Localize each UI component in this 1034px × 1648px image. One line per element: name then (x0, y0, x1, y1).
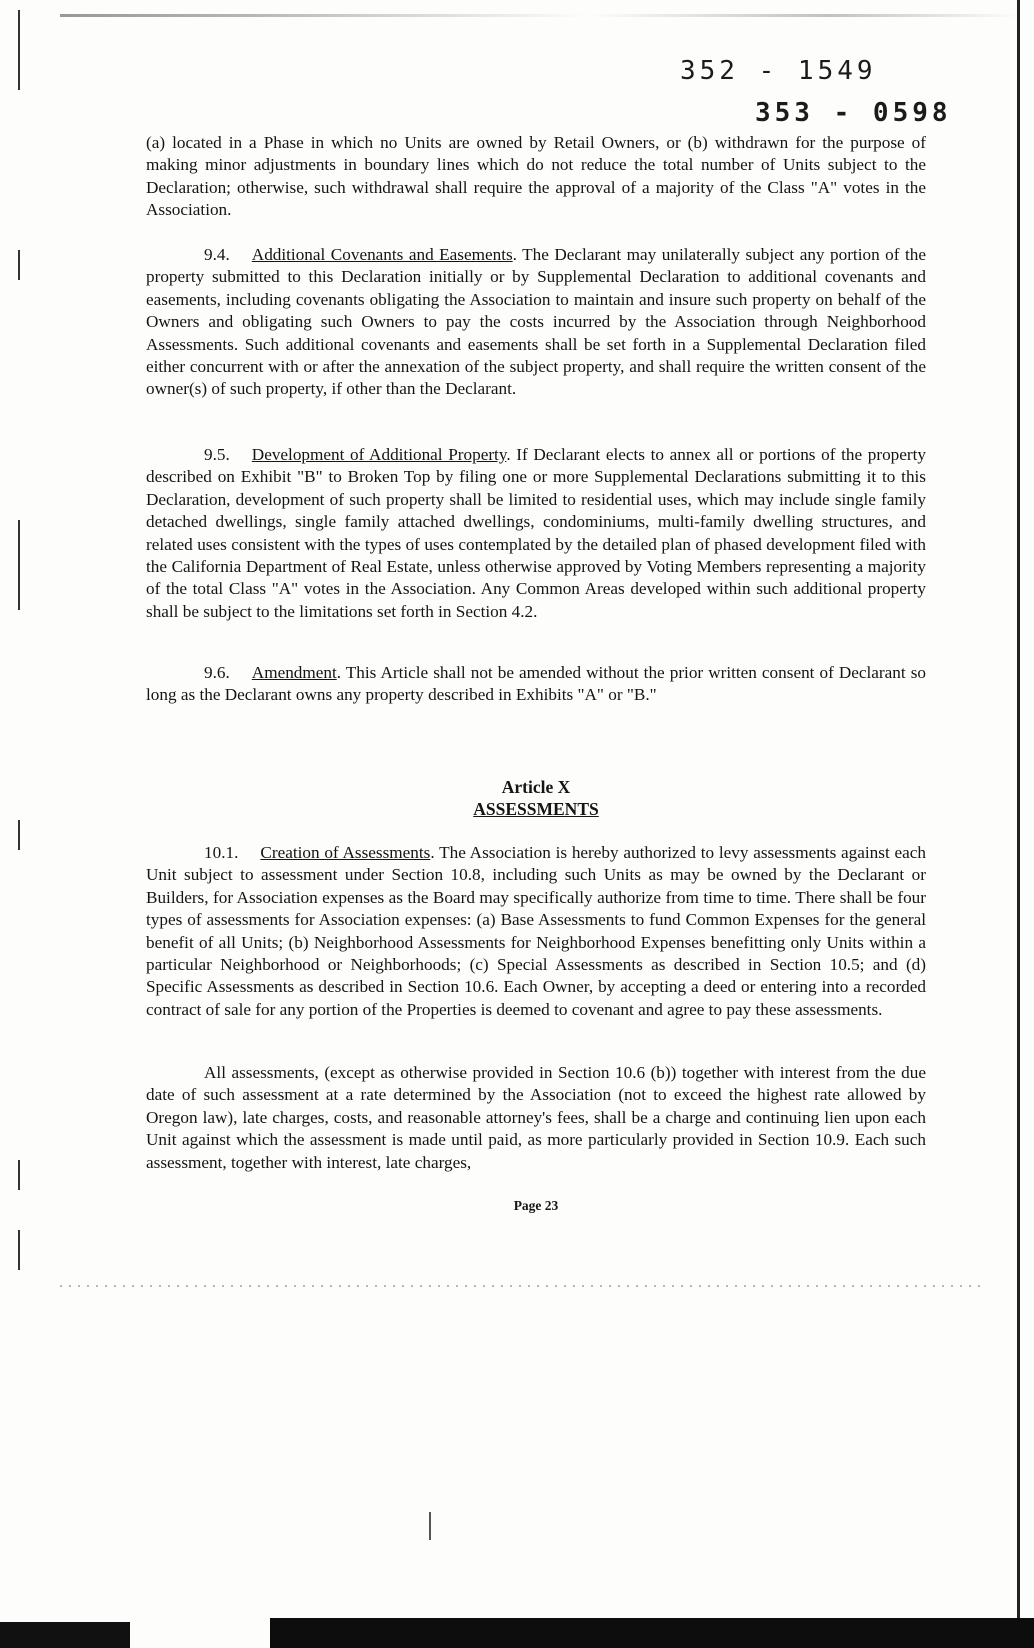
scan-top-edge (60, 14, 1020, 17)
scan-tick-mark (429, 1512, 431, 1540)
section-heading: Development of Additional Property (251, 445, 507, 464)
section-number: 9.5. (204, 445, 230, 464)
article-subtitle: ASSESSMENTS (473, 799, 599, 819)
section-text: . If Declarant elects to annex all or portions of the property described on Exhibit "B" to Broken Top by filing one or more Supplemental Declarations submitting it to this Declaration, development of such property shall be limited to residential uses, which may include single family detached dwellings, single family attached dwellings, condominiums, multi-family dwelling structures, and related uses consistent with the types of uses contemplated by the detailed plan of phased development filed with the California Department of Real Estate, unless otherwise approved by Voting Members representing a majority of the total Class "A" votes in the Association. Any Common Areas developed within such additional property shall be subject to the limitations set forth in Section 4.2. (146, 445, 926, 621)
section-text: . The Association is hereby authorized to levy assessments against each Unit subject to assessment under Section 10.8, including such Units as may be owned by the Declarant or Builders, for Association expenses as the Board may specifically authorize from time to time. There shall be four types of assessments for Association expenses: (a) Base Assessments to fund Common Expenses for the general benefit of all Units; (b) Neighborhood Assessments for Neighborhood Expenses benefitting only Units within a particular Neighborhood or Neighborhoods; (c) Special Assessments as described in Section 10.5; and (d) Specific Assessments as described in Section 10.6. Each Owner, by accepting a deed or entering into a recorded contract of sale for any portion of the Properties is deemed to covenant and agree to pay these assessments. (146, 843, 926, 1019)
section-9-6 (146, 662, 926, 707)
scan-dot-line (60, 1285, 980, 1287)
record-stamp-lower: 353 - 0598 (755, 98, 952, 128)
section-text: . The Declarant may unilaterally subject any portion of the property submitted to this Declaration initially or by Supplemental Declaration to additional covenants and easements, including covenants obligating the Association to maintain and insure such property on behalf of the Owners and obligating such Owners to pay the costs incurred by the Association through Neighborhood Assessments. Such additional covenants and easements shall be set forth in a Supplemental Declaration filed either concurrent with or after the annexation of the subject property, and shall require the written consent of the owner(s) of such property, if other than the Declarant. (146, 245, 926, 399)
section-9-5 (146, 444, 926, 623)
scan-bottom-left-edge (0, 1622, 130, 1648)
page-number: Page 23 (513, 1198, 559, 1213)
section-number: 9.6. (204, 663, 230, 682)
section-9-4 (146, 244, 926, 401)
section-heading: Amendment (251, 663, 337, 682)
record-stamp-upper: 352 - 1549 (680, 56, 877, 86)
paragraph-all-assessments: All assessments, (except as otherwise provided in Section 10.6 (b)) together with interest from the due date of such assessment at a rate determined by the Association (not to exceed the highest rate allowed by Oregon law), late charges, costs, and reasonable attorney's fees, shall be a charge and continuing lien upon each Unit against which the assessment is made until paid, as more particularly provided in Section 10.9. Each such assessment, together with interest, late charges, (146, 1063, 926, 1172)
article-title: Article X (501, 777, 571, 797)
section-heading: Creation of Assessments (260, 843, 431, 862)
section-number: 9.4. (204, 245, 230, 264)
section-number: 10.1. (204, 843, 239, 862)
section-text: . This Article shall not be amended without the prior written consent of Declarant so long as the Declarant owns any property described in Exhibits "A" or "B." (146, 663, 926, 705)
paragraph-continuation: (a) located in a Phase in which no Units are owned by Retail Owners, or (b) withdrawn for the purpose of making minor adjustments in boundary lines which do not reduce the total number of Units subject to the Declaration; otherwise, such withdrawal shall require the approval of a majority of the Class "A" votes in the Association. (146, 133, 926, 220)
scan-left-marks (18, 0, 21, 1648)
scan-bottom-edge (270, 1618, 1034, 1648)
section-10-1 (146, 842, 926, 1021)
scan-right-edge (1017, 0, 1020, 1648)
article-heading (146, 776, 926, 820)
section-heading: Additional Covenants and Easements (251, 245, 513, 264)
